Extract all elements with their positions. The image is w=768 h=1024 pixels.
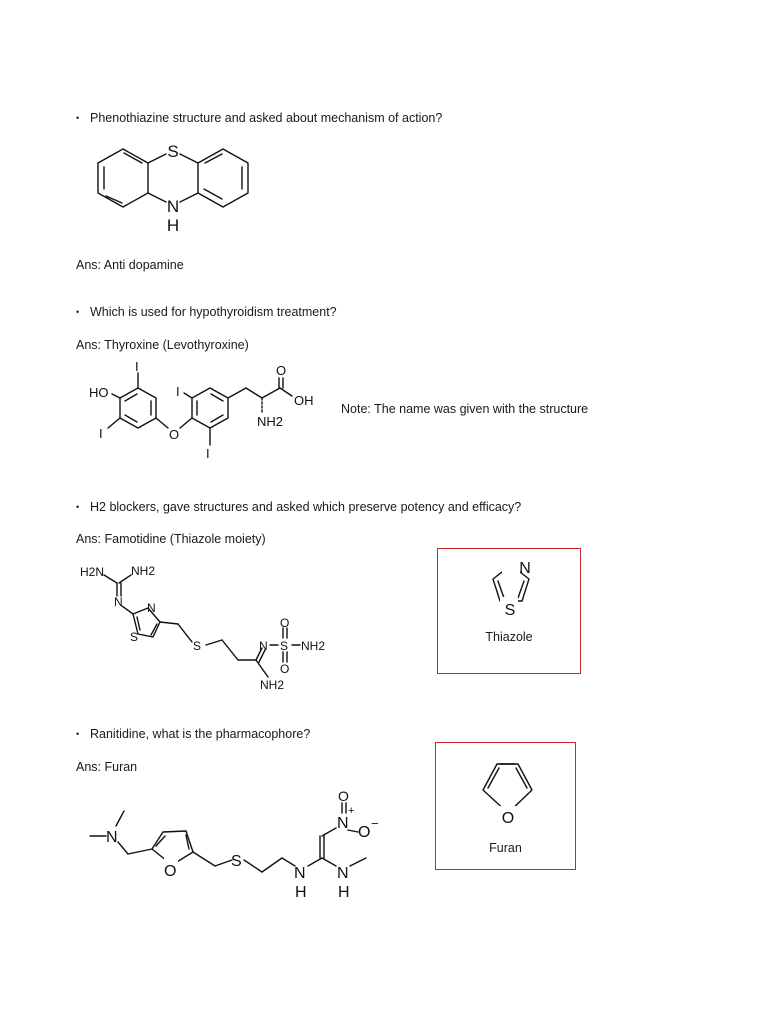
atom-i-mid: I (176, 384, 180, 399)
atom-o-minus: O (358, 824, 371, 841)
atom-s-chain: S (193, 639, 202, 653)
atom-o-carbonyl: O (276, 363, 287, 378)
atom-plus: + (348, 805, 355, 817)
atom-h2n: H2N (80, 565, 105, 579)
atom-n1: N (294, 865, 306, 882)
atom-n: N (519, 560, 531, 577)
atom-i-bottom: I (206, 446, 210, 461)
atom-n-amine: N (106, 829, 118, 846)
note-text: Note: The name was given with the structure (341, 402, 589, 416)
atom-nh2-top: NH2 (131, 564, 156, 578)
atom-nh2: NH2 (257, 414, 284, 429)
answer-2: Ans: Thyroxine (Levothyroxine) (76, 338, 249, 352)
furan-label: Furan (489, 841, 522, 855)
bullet: • (76, 113, 80, 123)
atom-o-top: O (338, 788, 349, 804)
atom-ho: HO (89, 385, 109, 400)
atom-s: S (167, 142, 179, 161)
atom-o-bottom: O (280, 662, 290, 676)
answer-4: Ans: Furan (76, 760, 138, 774)
atom-o-ether: O (169, 427, 180, 442)
question-3-text: H2 blockers, gave structures and asked which preserve potency and efficacy? (90, 500, 522, 514)
atom-oh: OH (294, 393, 314, 408)
atom-s-sulf: S (280, 639, 289, 653)
thiazole-label: Thiazole (485, 630, 533, 644)
atom-h: H (166, 216, 180, 235)
atom-h1: H (295, 884, 307, 901)
answer-1: Ans: Anti dopamine (76, 258, 184, 272)
atom-n-imine: N (114, 595, 123, 609)
bullet: • (76, 729, 80, 739)
answer-3: Ans: Famotidine (Thiazole moiety) (76, 532, 266, 546)
atom-i-top: I (135, 359, 139, 374)
atom-h2: H (338, 884, 350, 901)
atom-o: O (501, 810, 515, 827)
atom-minus: − (371, 816, 379, 831)
atom-n: N (166, 197, 180, 216)
atom-nh2-sulf: NH2 (301, 639, 326, 653)
furan-box (435, 742, 576, 870)
atom-nh2-bottom: NH2 (260, 678, 285, 692)
atom-s-ring: S (130, 630, 139, 644)
bullet: • (76, 307, 80, 317)
atom-s: S (504, 602, 516, 619)
atom-i-left: I (99, 426, 103, 441)
atom-n-sulf: N (259, 639, 268, 653)
atom-n2: N (337, 865, 349, 882)
atom-o-top: O (280, 616, 290, 630)
atom-n-ring: N (147, 601, 156, 615)
question-4-text: Ranitidine, what is the pharmacophore? (90, 727, 311, 741)
atom-n-nitro: N (337, 815, 349, 832)
bullet: • (76, 502, 80, 512)
atom-s: S (231, 853, 242, 870)
question-2-text: Which is used for hypothyroidism treatment? (90, 305, 337, 319)
question-1-text: Phenothiazine structure and asked about mechanism of action? (90, 111, 443, 125)
atom-o-ring: O (164, 863, 177, 880)
